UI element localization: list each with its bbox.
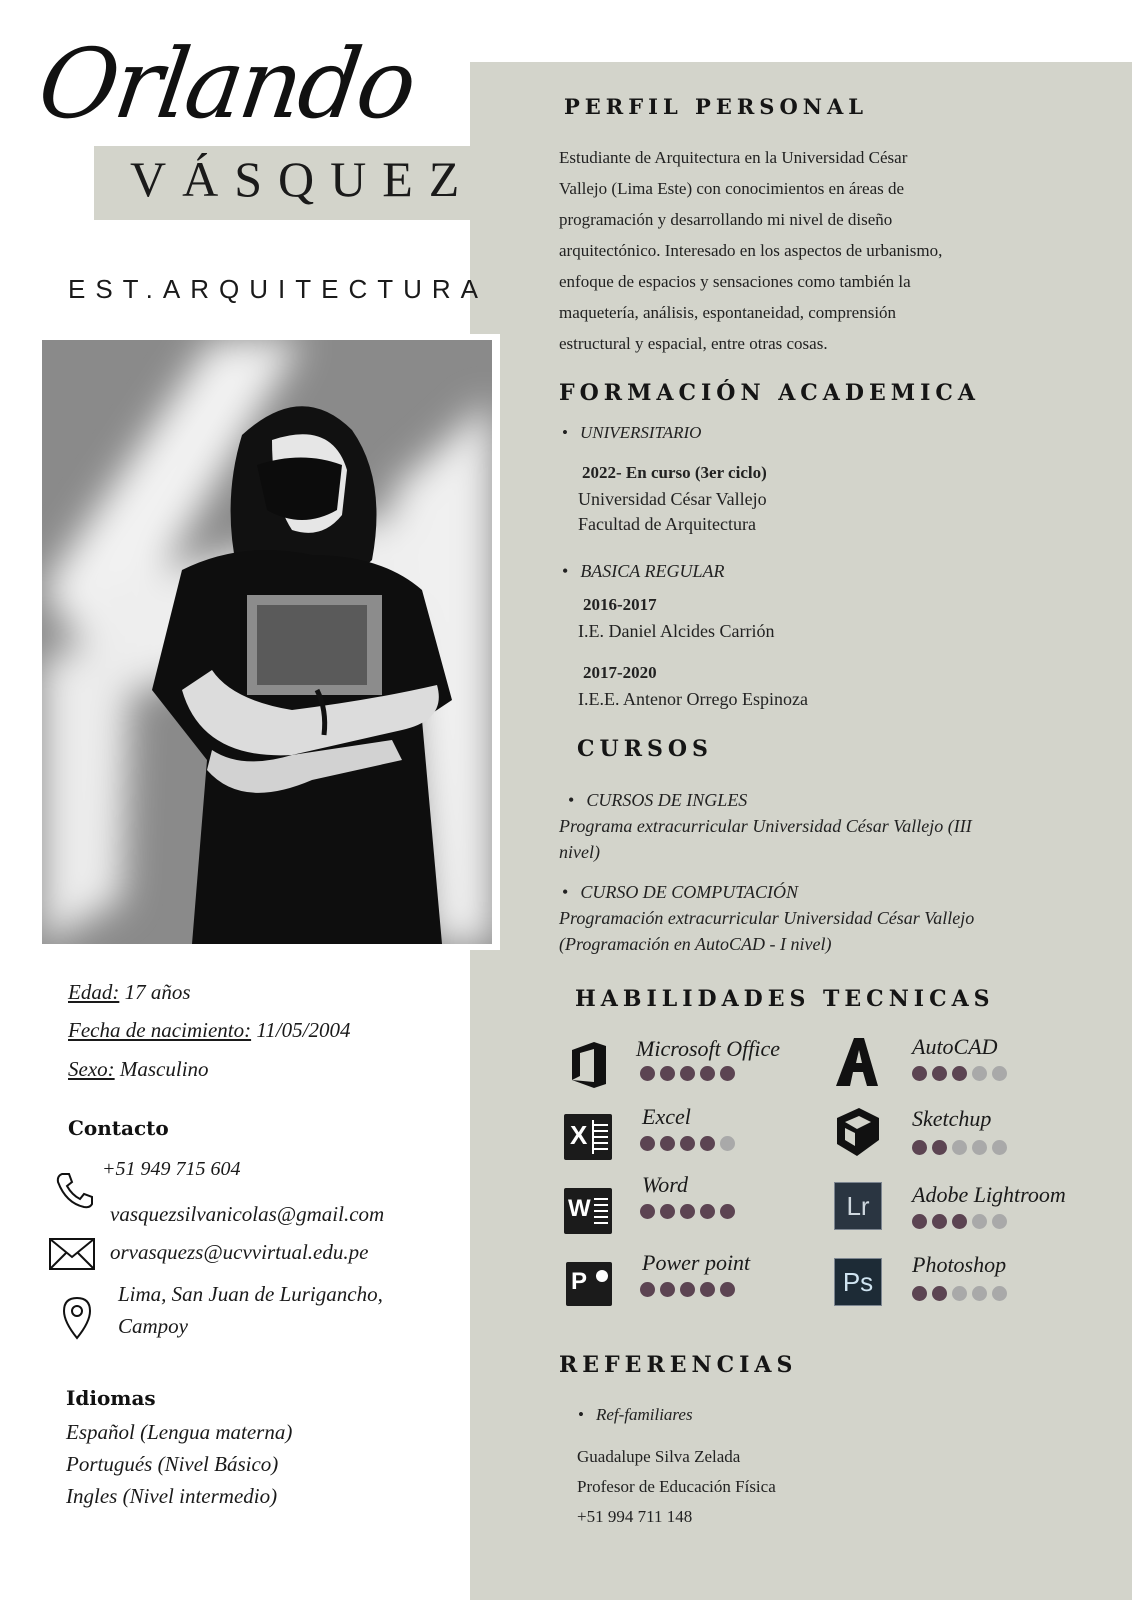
powerpoint-icon-letter: P [571,1268,588,1295]
address-line1: Lima, San Juan de Lurigancho, [118,1282,383,1306]
rating-dot-filled [680,1204,695,1219]
course1-line2: nivel) [559,842,600,862]
course2-label: • CURSO DE COMPUTACIÓN [562,879,798,905]
skill-rating-autocad [912,1066,1012,1085]
lightroom-icon: Lr [834,1182,882,1230]
education-uni-school: Universidad César Vallejo [578,489,767,509]
skill-name-lightroom: Adobe Lightroom [912,1182,1066,1207]
profile-text [559,142,1039,359]
rating-dot-empty [972,1286,987,1301]
sketchup-icon [833,1106,881,1162]
course2-line2: (Programación en AutoCAD - I nivel) [559,934,832,954]
rating-dot-empty [972,1214,987,1229]
rating-dot-filled [680,1136,695,1151]
rating-dot-filled [700,1136,715,1151]
rating-dot-empty [992,1286,1007,1301]
phone-number[interactable]: +51 949 715 604 [102,1158,241,1180]
rating-dot-filled [680,1282,695,1297]
skill-rating-photoshop [912,1286,1012,1305]
language-item: Español (Lengua materna) [66,1420,293,1444]
profile-line: programación y desarrollando mi nivel de diseño [559,210,893,229]
courses-heading: CURSOS [577,736,713,762]
rating-dot-empty [992,1066,1007,1081]
sex-row [68,1057,209,1082]
skill-name-autocad: AutoCAD [912,1034,998,1059]
rating-dot-filled [640,1204,655,1219]
rating-dot-filled [932,1066,947,1081]
course2-line1: Programación extracurricular Universidad César Vallejo [559,908,975,928]
rating-dot-empty [952,1140,967,1155]
email-primary[interactable]: vasquezsilvanicolas@gmail.com [110,1202,385,1226]
photoshop-icon: Ps [834,1258,882,1306]
rating-dot-empty [992,1214,1007,1229]
skill-rating-sketchup [912,1140,1012,1159]
word-icon-letter: W [568,1195,591,1222]
language-item: Ingles (Nivel intermedio) [66,1484,278,1508]
profile-line: arquitectónico. Interesado en los aspectos de urbanismo, [559,241,943,260]
age-label: Edad: [68,980,120,1004]
role-title: EST.ARQUITECTURA [68,274,489,304]
age-row [68,980,191,1005]
profile-line: enfoque de espacios y sensaciones como también la [559,272,911,291]
location-icon [62,1296,92,1344]
age-value: 17 años [124,980,191,1004]
reference-name: Guadalupe Silva Zelada [577,1447,741,1466]
rating-dot-filled [912,1214,927,1229]
phone-icon [54,1170,94,1214]
skill-rating-word [640,1204,740,1223]
last-name: VÁSQUEZ [130,151,476,207]
rating-dot-filled [932,1286,947,1301]
address-line2: Campoy [118,1314,188,1338]
skill-rating-lightroom [912,1214,1012,1233]
skill-rating-office [640,1066,740,1085]
rating-dot-filled [660,1136,675,1151]
education-uni-faculty: Facultad de Arquitectura [578,514,756,534]
profile-photo [42,340,492,944]
education-basic-label: • BASICA REGULAR [562,558,724,584]
rating-dot-filled [700,1282,715,1297]
first-name: Orlando [32,28,421,140]
languages-title: Idiomas [66,1386,156,1410]
skill-name-photoshop: Photoshop [912,1252,1007,1277]
excel-icon-letter: X [570,1120,588,1150]
rating-dot-filled [952,1066,967,1081]
rating-dot-filled [680,1066,695,1081]
education-uni-period: 2022- En curso (3er ciclo) [582,463,767,482]
education-basic2-period: 2017-2020 [583,663,657,682]
reference-job: Profesor de Educación Física [577,1477,776,1496]
education-basic1-school: I.E. Daniel Alcides Carrión [578,621,775,641]
education-uni-label: • UNIVERSITARIO [562,420,701,446]
language-item: Portugués (Nivel Básico) [66,1452,279,1476]
birth-row [68,1018,350,1043]
rating-dot-filled [912,1286,927,1301]
email-icon [48,1236,96,1276]
rating-dot-filled [932,1214,947,1229]
excel-icon [564,1114,612,1160]
birth-value: 11/05/2004 [256,1018,351,1042]
profile-line: Estudiante de Arquitectura en la Universidad César [559,148,908,167]
rating-dot-empty [992,1140,1007,1155]
skill-rating-powerpoint [640,1282,740,1301]
skill-name-word: Word [642,1172,689,1197]
course1-line1: Programa extracurricular Universidad César Vallejo (III [559,816,972,836]
rating-dot-filled [700,1204,715,1219]
course1-label: • CURSOS DE INGLES [568,787,747,813]
rating-dot-filled [660,1204,675,1219]
rating-dot-filled [952,1214,967,1229]
education-heading: FORMACIÓN ACADEMICA [559,380,980,406]
rating-dot-filled [912,1140,927,1155]
rating-dot-filled [932,1140,947,1155]
email-secondary[interactable]: orvasquezs@ucvvirtual.edu.pe [110,1240,369,1264]
profile-line: Vallejo (Lima Este) con conocimientos en áreas de [559,179,905,198]
rating-dot-empty [972,1066,987,1081]
education-basic1-period: 2016-2017 [583,595,657,614]
word-icon [564,1188,612,1234]
contact-title: Contacto [68,1116,169,1140]
skill-name-office: Microsoft Office [636,1036,780,1061]
rating-dot-filled [640,1136,655,1151]
references-label: • Ref-familiares [578,1402,693,1428]
sex-value: Masculino [119,1057,209,1081]
rating-dot-filled [640,1066,655,1081]
reference-phone[interactable]: +51 994 711 148 [577,1507,693,1526]
profile-line: estructural y espacial, entre otras cosas. [559,334,828,353]
office-icon [568,1040,610,1094]
education-basic2-school: I.E.E. Antenor Orrego Espinoza [578,689,808,709]
rating-dot-filled [660,1282,675,1297]
rating-dot-filled [660,1066,675,1081]
rating-dot-filled [720,1204,735,1219]
profile-heading: PERFIL PERSONAL [564,94,869,119]
sex-label: Sexo: [68,1057,115,1081]
birth-label: Fecha de nacimiento: [68,1018,252,1042]
rating-dot-empty [972,1140,987,1155]
powerpoint-icon [566,1262,612,1306]
rating-dot-filled [912,1066,927,1081]
profile-line: maquetería, análisis, espontaneidad, comprensión [559,303,897,322]
skill-rating-excel [640,1136,740,1155]
rating-dot-filled [700,1066,715,1081]
rating-dot-empty [952,1286,967,1301]
rating-dot-empty [720,1136,735,1151]
languages-list [66,1416,292,1512]
skills-heading: HABILIDADES TECNICAS [575,986,995,1012]
references-heading: REFERENCIAS [559,1352,798,1378]
skill-name-sketchup: Sketchup [912,1106,992,1131]
rating-dot-filled [720,1282,735,1297]
autocad-icon [834,1036,880,1092]
skill-name-powerpoint: Power point [642,1250,751,1275]
rating-dot-filled [640,1282,655,1297]
skill-name-excel: Excel [642,1104,691,1129]
rating-dot-filled [720,1066,735,1081]
